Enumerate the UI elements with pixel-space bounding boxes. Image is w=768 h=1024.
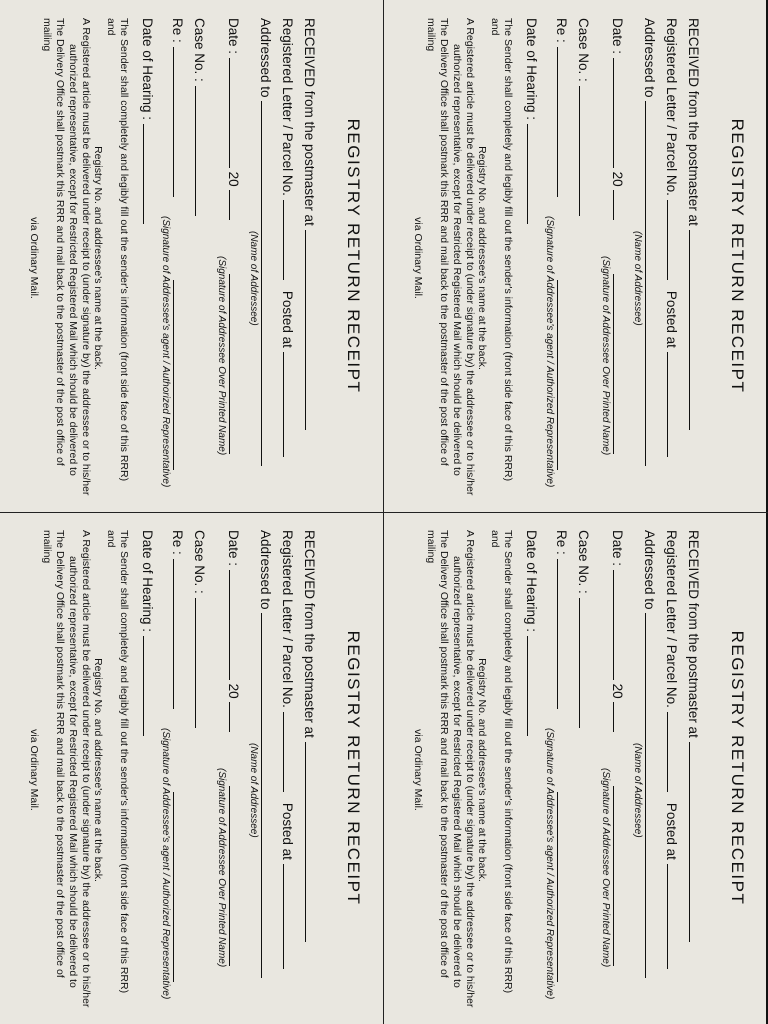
case-field[interactable] bbox=[195, 86, 208, 216]
instruction-3: The Delivery Office shall postmark this RRR and mail back to the postmaster of the post office of mailing bbox=[41, 18, 67, 466]
case-label: Case No. : bbox=[192, 530, 207, 594]
addressed-field[interactable] bbox=[261, 613, 274, 978]
letter-label: Registered Letter / Parcel No. bbox=[664, 18, 679, 196]
hearing-label: Date of Hearing : bbox=[524, 530, 539, 633]
receipt-title: REGISTRY RETURN RECEIPT bbox=[728, 118, 747, 394]
received-row bbox=[687, 530, 703, 942]
received-label: RECEIVED from the postmaster at bbox=[302, 18, 317, 226]
agent-field[interactable] bbox=[557, 792, 570, 982]
re-row bbox=[555, 530, 571, 982]
re-field[interactable] bbox=[557, 559, 570, 709]
instruction-2: A Registered article must be delivered under receipt to (under signature by) the addressee or to his/her bbox=[79, 18, 92, 496]
re-label: Re : bbox=[170, 530, 185, 555]
date-field[interactable] bbox=[229, 58, 242, 168]
addressed-label: Addressed to bbox=[258, 530, 273, 610]
posted-label: Posted at bbox=[280, 802, 295, 860]
horizontal-cut-line bbox=[383, 0, 384, 1024]
instruction-2b: authorized representative, except for Restricted Registered Mail which should be delivered to bbox=[450, 556, 463, 988]
hearing-label: Date of Hearing : bbox=[140, 530, 155, 633]
re-field[interactable] bbox=[173, 559, 186, 709]
instruction-3b: via Ordinary Mail. bbox=[28, 729, 41, 811]
letter-row bbox=[665, 530, 681, 969]
year-field[interactable] bbox=[613, 702, 626, 732]
received-label: RECEIVED from the postmaster at bbox=[686, 18, 701, 226]
received-field[interactable] bbox=[305, 230, 318, 430]
re-field[interactable] bbox=[173, 47, 186, 197]
instruction-1: The Sender shall completely and legibly fill out the sender's information (front side face of this RRR) and bbox=[105, 18, 130, 482]
instruction-1b: Registry No. and addressee's name at the back. bbox=[92, 658, 105, 882]
case-field[interactable] bbox=[579, 86, 592, 216]
hearing-row bbox=[525, 18, 541, 224]
instruction-2: A Registered article must be delivered under receipt to (under signature by) the addressee or to his/her bbox=[463, 530, 476, 1008]
hearing-label: Date of Hearing : bbox=[140, 18, 155, 121]
addressed-row bbox=[259, 18, 275, 466]
instruction-3: The Delivery Office shall postmark this RRR and mail back to the postmaster of the post office of mailing bbox=[425, 530, 451, 978]
addressed-field[interactable] bbox=[645, 613, 658, 978]
case-label: Case No. : bbox=[192, 18, 207, 82]
instructions bbox=[28, 530, 130, 1010]
instruction-3b: via Ordinary Mail. bbox=[412, 217, 425, 299]
signature-caption: (Signature of Addressee Over Printed Name) bbox=[216, 768, 227, 968]
addressed-field[interactable] bbox=[261, 101, 274, 466]
received-field[interactable] bbox=[689, 742, 702, 942]
date-field[interactable] bbox=[613, 570, 626, 680]
posted-label: Posted at bbox=[664, 802, 679, 860]
name-caption: (Name of Addressee) bbox=[632, 231, 643, 326]
instruction-3b: via Ordinary Mail. bbox=[28, 217, 41, 299]
case-label: Case No. : bbox=[576, 18, 591, 82]
received-row bbox=[303, 18, 319, 430]
signature-field[interactable] bbox=[229, 274, 242, 454]
year-field[interactable] bbox=[229, 702, 242, 732]
addressed-label: Addressed to bbox=[642, 18, 657, 98]
year-field[interactable] bbox=[229, 190, 242, 220]
instruction-1b: Registry No. and addressee's name at the back. bbox=[476, 146, 489, 370]
case-label: Case No. : bbox=[576, 530, 591, 594]
date-label: Date : bbox=[226, 530, 241, 567]
instruction-1b: Registry No. and addressee's name at the back. bbox=[92, 146, 105, 370]
addressed-field[interactable] bbox=[645, 101, 658, 466]
posted-field[interactable] bbox=[667, 352, 680, 457]
letter-field[interactable] bbox=[283, 200, 296, 280]
re-label: Re : bbox=[554, 18, 569, 43]
signature-field[interactable] bbox=[229, 786, 242, 966]
case-row bbox=[577, 18, 593, 216]
instruction-3: The Delivery Office shall postmark this RRR and mail back to the postmaster of the post office of mailing bbox=[41, 530, 67, 978]
case-field[interactable] bbox=[195, 598, 208, 728]
re-label: Re : bbox=[170, 18, 185, 43]
addressed-row bbox=[259, 530, 275, 978]
letter-field[interactable] bbox=[667, 200, 680, 280]
posted-label: Posted at bbox=[280, 290, 295, 348]
case-row bbox=[193, 18, 209, 216]
year-prefix: 20 bbox=[610, 171, 625, 187]
year-prefix: 20 bbox=[226, 171, 241, 187]
agent-field[interactable] bbox=[173, 280, 186, 470]
instruction-1: The Sender shall completely and legibly fill out the sender's information (front side face of this RRR) and bbox=[489, 18, 514, 482]
letter-label: Registered Letter / Parcel No. bbox=[280, 530, 295, 708]
signature-field[interactable] bbox=[613, 786, 626, 966]
addressed-row bbox=[643, 530, 659, 978]
received-field[interactable] bbox=[305, 742, 318, 942]
posted-field[interactable] bbox=[283, 352, 296, 457]
received-field[interactable] bbox=[689, 230, 702, 430]
instruction-2b: authorized representative, except for Restricted Registered Mail which should be delivered to bbox=[66, 556, 79, 988]
year-prefix: 20 bbox=[226, 683, 241, 699]
instruction-3b: via Ordinary Mail. bbox=[412, 729, 425, 811]
agent-field[interactable] bbox=[173, 792, 186, 982]
agent-field[interactable] bbox=[557, 280, 570, 470]
agent-caption: (Signature of Addressee's agent / Authorized Representative) bbox=[544, 728, 555, 1000]
addressed-row bbox=[643, 18, 659, 466]
posted-field[interactable] bbox=[667, 864, 680, 969]
date-label: Date : bbox=[610, 18, 625, 55]
instruction-2b: authorized representative, except for Restricted Registered Mail which should be delivered to bbox=[66, 44, 79, 476]
re-row bbox=[171, 18, 187, 470]
signature-field[interactable] bbox=[613, 274, 626, 454]
date-field[interactable] bbox=[613, 58, 626, 168]
year-field[interactable] bbox=[613, 190, 626, 220]
instructions bbox=[28, 18, 130, 498]
letter-row bbox=[281, 530, 297, 969]
instruction-1b: Registry No. and addressee's name at the back. bbox=[476, 658, 489, 882]
letter-label: Registered Letter / Parcel No. bbox=[280, 18, 295, 196]
re-label: Re : bbox=[554, 530, 569, 555]
date-row bbox=[227, 18, 243, 454]
received-row bbox=[687, 18, 703, 430]
date-row bbox=[611, 18, 627, 454]
signature-caption: (Signature of Addressee Over Printed Name) bbox=[600, 256, 611, 456]
receipt-bottom-left bbox=[4, 6, 376, 506]
year-prefix: 20 bbox=[610, 683, 625, 699]
receipt-top-right bbox=[388, 518, 760, 1018]
instruction-1: The Sender shall completely and legibly fill out the sender's information (front side face of this RRR) and bbox=[489, 530, 514, 994]
posted-label: Posted at bbox=[664, 290, 679, 348]
letter-row bbox=[665, 18, 681, 457]
re-row bbox=[171, 530, 187, 982]
agent-caption: (Signature of Addressee's agent / Authorized Representative) bbox=[544, 216, 555, 488]
instruction-1: The Sender shall completely and legibly fill out the sender's information (front side face of this RRR) and bbox=[105, 530, 130, 994]
agent-caption: (Signature of Addressee's agent / Authorized Representative) bbox=[160, 216, 171, 488]
agent-caption: (Signature of Addressee's agent / Authorized Representative) bbox=[160, 728, 171, 1000]
hearing-field[interactable] bbox=[527, 636, 540, 736]
hearing-field[interactable] bbox=[143, 124, 156, 224]
addressed-label: Addressed to bbox=[642, 530, 657, 610]
case-field[interactable] bbox=[579, 598, 592, 728]
receipt-bottom-right bbox=[4, 518, 376, 1018]
name-caption: (Name of Addressee) bbox=[248, 743, 259, 838]
re-field[interactable] bbox=[557, 47, 570, 197]
instruction-2: A Registered article must be delivered under receipt to (under signature by) the addressee or to his/her bbox=[463, 18, 476, 496]
date-label: Date : bbox=[610, 530, 625, 567]
hearing-row bbox=[141, 18, 157, 224]
signature-caption: (Signature of Addressee Over Printed Name) bbox=[216, 256, 227, 456]
letter-field[interactable] bbox=[283, 712, 296, 792]
received-row bbox=[303, 530, 319, 942]
receipt-title: REGISTRY RETURN RECEIPT bbox=[728, 630, 747, 906]
letter-label: Registered Letter / Parcel No. bbox=[664, 530, 679, 708]
instruction-3: The Delivery Office shall postmark this RRR and mail back to the postmaster of the post office of mailing bbox=[425, 18, 451, 466]
hearing-row bbox=[141, 530, 157, 736]
hearing-field[interactable] bbox=[143, 636, 156, 736]
signature-caption: (Signature of Addressee Over Printed Name) bbox=[600, 768, 611, 968]
instruction-2b: authorized representative, except for Restricted Registered Mail which should be delivered to bbox=[450, 44, 463, 476]
receipt-title: REGISTRY RETURN RECEIPT bbox=[344, 630, 363, 906]
name-caption: (Name of Addressee) bbox=[632, 743, 643, 838]
case-row bbox=[577, 530, 593, 728]
instructions bbox=[412, 530, 514, 1010]
date-row bbox=[227, 530, 243, 966]
hearing-field[interactable] bbox=[527, 124, 540, 224]
addressed-label: Addressed to bbox=[258, 18, 273, 98]
date-field[interactable] bbox=[229, 570, 242, 680]
instruction-2: A Registered article must be delivered under receipt to (under signature by) the addressee or to his/her bbox=[79, 530, 92, 1008]
instructions bbox=[412, 18, 514, 498]
received-label: RECEIVED from the postmaster at bbox=[686, 530, 701, 738]
receipt-title: REGISTRY RETURN RECEIPT bbox=[344, 118, 363, 394]
posted-field[interactable] bbox=[283, 864, 296, 969]
date-row bbox=[611, 530, 627, 966]
letter-row bbox=[281, 18, 297, 457]
receipt-top-left bbox=[388, 6, 760, 506]
case-row bbox=[193, 530, 209, 728]
vertical-cut-line bbox=[0, 512, 768, 513]
re-row bbox=[555, 18, 571, 470]
hearing-label: Date of Hearing : bbox=[524, 18, 539, 121]
name-caption: (Name of Addressee) bbox=[248, 231, 259, 326]
letter-field[interactable] bbox=[667, 712, 680, 792]
received-label: RECEIVED from the postmaster at bbox=[302, 530, 317, 738]
hearing-row bbox=[525, 530, 541, 736]
date-label: Date : bbox=[226, 18, 241, 55]
